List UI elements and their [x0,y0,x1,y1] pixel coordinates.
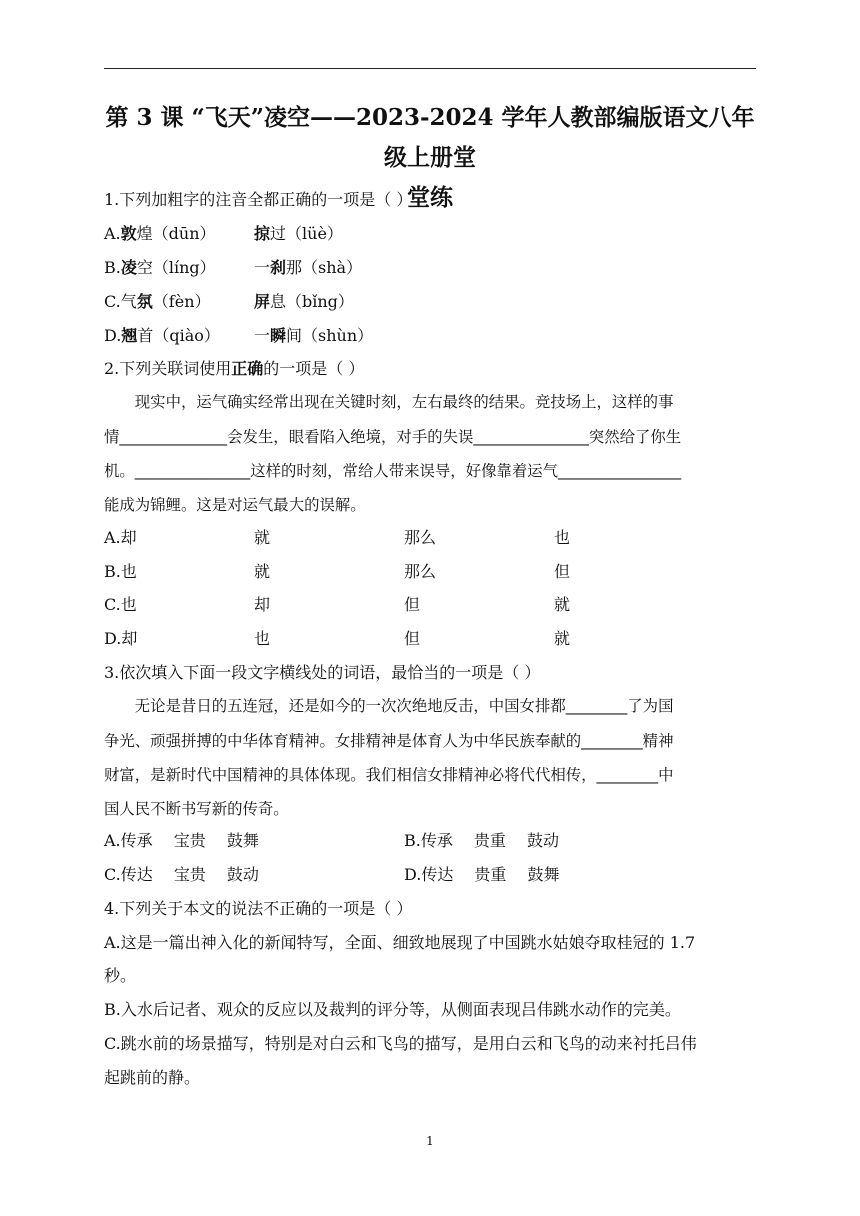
q4-option-c: C.跳水前的场景描写，特别是对白云和飞鸟的描写，是用白云和飞鸟的动来衬托吕伟 [104,1034,697,1053]
q2-option-a-c: 那么 [404,528,437,547]
q1-option-d-word2: 一瞬间（shùn） [254,326,374,345]
q3-passage-line: 国人民不断书写新的传奇。 [104,800,289,818]
q1-option-c: C.气氛（fèn） [104,292,211,311]
q4-option-a-cont: 秒。 [104,966,137,985]
header-rule [104,68,756,69]
q4-option-c-cont: 起跳前的静。 [104,1068,201,1087]
q2-stem: 2.下列关联词使用正确的一项是（ ） [104,359,365,378]
q1-option-a: A.敦煌（dūn） [104,224,216,243]
q2-option-c: C.也 [104,595,137,614]
q1-stem: 1.下列加粗字的注音全都正确的一项是（ ） [104,190,413,209]
q2-option-d-b: 也 [254,629,271,648]
q2-passage-line: 情______________会发生，眼看陷入绝境，对手的失误_______________突然给了你生 [104,428,682,446]
q1-option-d: D.翘首（qiào） [104,326,220,345]
q2-option-c-d: 就 [554,595,571,614]
page-number: 1 [426,1134,434,1148]
q2-option-a: A.却 [104,528,137,547]
q2-option-b-b: 就 [254,562,271,581]
q2-option-c-c: 但 [404,595,421,614]
q2-option-b-c: 那么 [404,562,437,581]
q1-option-a-word2: 掠过（lüè） [254,224,343,243]
q3-passage-line: 无论是昔日的五连冠，还是如今的一次次绝地反击，中国女排都________了为国 [104,697,674,715]
q3-passage-line: 争光、顽强拼搏的中华体育精神。女排精神是体育人为中华民族奉献的________精神 [104,732,674,750]
q2-option-d-d: 就 [554,629,571,648]
q3-option-d: D.传达 贵重 鼓舞 [404,865,560,884]
q1-option-b: B.凌空（líng） [104,258,216,277]
q1-option-c-word2: 屏息（bǐng） [254,292,354,311]
q2-option-b: B.也 [104,562,137,581]
q2-option-d: D.却 [104,629,138,648]
title-line-1: 第 3 课 “飞天”凌空——2023-2024 学年人教部编版语文八年级上册堂 [105,104,755,171]
q4-option-a: A.这是一篇出神入化的新闻特写，全面、细致地展现了中国跳水姑娘夺取桂冠的 1.7 [104,933,696,952]
q2-option-a-b: 就 [254,528,271,547]
q2-option-c-b: 却 [254,595,271,614]
q2-option-d-c: 但 [404,629,421,648]
q3-option-b: B.传承 贵重 鼓动 [404,831,560,850]
q3-stem: 3.依次填入下面一段文字横线处的词语，最恰当的一项是（ ） [104,663,541,682]
title-line-2: 堂练 [407,184,453,211]
q2-passage-line: 机。_______________这样的时刻，常给人带来误导，好像靠着运气________________ [104,462,682,480]
q2-passage-line: 现实中，运气确实经常出现在关键时刻，左右最终的结果。竞技场上，这样的事 [104,393,674,411]
q2-option-a-d: 也 [554,528,571,547]
q3-option-c: C.传达 宝贵 鼓动 [104,865,259,884]
q3-passage-line: 财富，是新时代中国精神的具体体现。我们相信女排精神必将代代相传，________中 [104,766,674,784]
q4-stem: 4.下列关于本文的说法不正确的一项是（ ） [104,899,413,918]
q3-option-a: A.传承 宝贵 鼓舞 [104,831,259,850]
q2-passage-line: 能成为锦鲤。这是对运气最大的误解。 [104,496,366,514]
q1-option-b-word2: 一刹那（shà） [254,258,363,277]
q4-option-b: B.入水后记者、观众的反应以及裁判的评分等，从侧面表现吕伟跳水动作的完美。 [104,1000,681,1019]
q2-option-b-d: 但 [554,562,571,581]
